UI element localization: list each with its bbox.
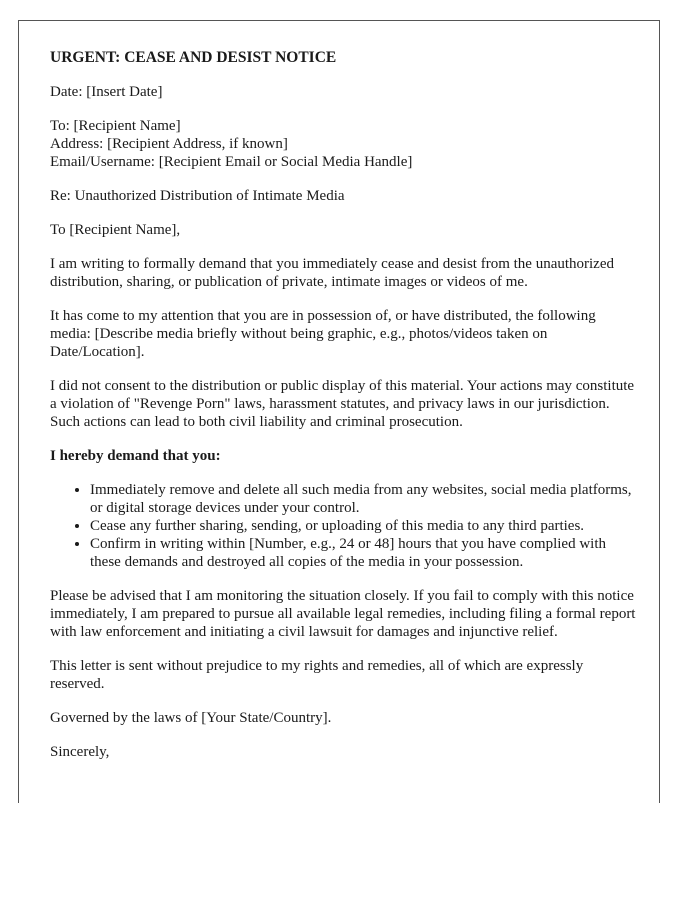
date-line: Date: [Insert Date] [50, 84, 163, 100]
recipient-block [50, 117, 640, 171]
paragraph-legal-remedies: Please be advised that I am monitoring the situation closely. If you fail to comply with this notice immediately, I am prepared to pursue all available legal remedies, including filing a formal report with law enforcement and initiating a civil lawsuit for damages and injunctive relief. [50, 588, 636, 640]
paragraph-media-description: It has come to my attention that you are in possession of, or have distributed, the following media: [Describe media briefly without being graphic, e.g., photos/videos taken on Date/Location]. [50, 308, 596, 360]
closing: Sincerely, [50, 744, 110, 760]
demand-item: • Cease any further sharing, sending, or uploading of this media to any third parties. [90, 517, 640, 535]
paragraph-demand-intro: I am writing to formally demand that you immediately cease and desist from the unauthorized distribution, sharing, or publication of private, intimate images or videos of me. [50, 256, 615, 290]
letter-content [50, 49, 640, 777]
demand-item: • Confirm in writing within [Number, e.g., 24 or 48] hours that you have complied with these demands and destroyed all copies of the media in your possession. [90, 535, 640, 571]
subject-line: Re: Unauthorized Distribution of Intimate Media [50, 188, 345, 204]
demand-item: • Immediately remove and delete all such media from any websites, social media platforms, or digital storage devices under your control. [90, 481, 640, 517]
recipient-email-line: Email/Username: [Recipient Email or Social Media Handle] [50, 154, 413, 170]
demand-heading: I hereby demand that you: [50, 448, 221, 464]
paragraph-consent: I did not consent to the distribution or public display of this material. Your actions may constitute a violation of "Revenge Porn" laws, harassment statutes, and privacy laws in our jurisdiction. Such actions can lead to both civil liability and criminal prosecution. [50, 378, 635, 430]
letter-page [18, 20, 660, 803]
letter-title: URGENT: CEASE AND DESIST NOTICE [50, 49, 337, 66]
paragraph-without-prejudice: This letter is sent without prejudice to my rights and remedies, all of which are expressly reserved. [50, 658, 584, 692]
salutation: To [Recipient Name], [50, 222, 181, 238]
recipient-to-line: To: [Recipient Name] [50, 118, 181, 134]
demand-list [50, 481, 640, 571]
recipient-address-line: Address: [Recipient Address, if known] [50, 136, 288, 152]
paragraph-governing-law: Governed by the laws of [Your State/Country]. [50, 710, 332, 726]
